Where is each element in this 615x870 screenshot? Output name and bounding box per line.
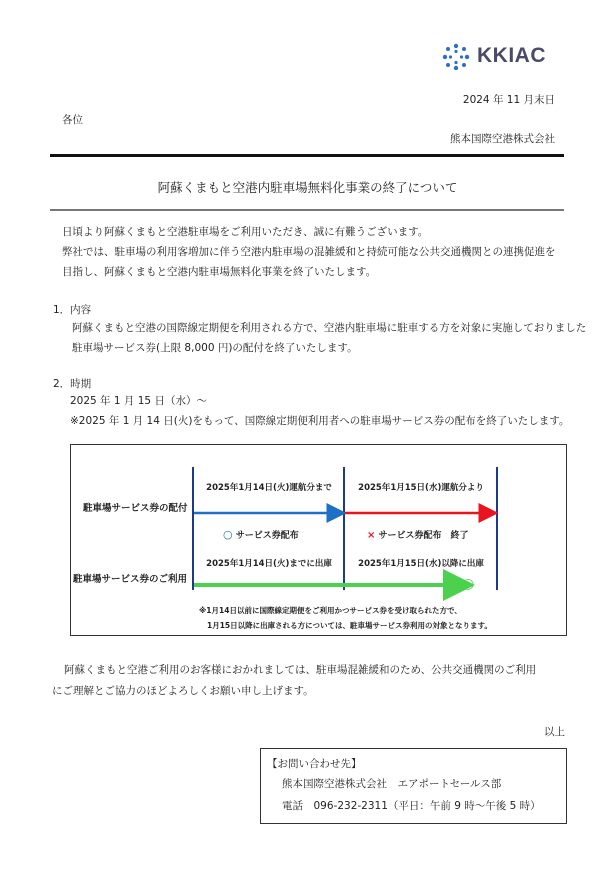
logo-wordmark: KKIAC [477, 44, 546, 67]
end-mark: 以上 [544, 726, 565, 738]
row1-left-heading: 2025年1月14日(火)運航分まで [206, 483, 332, 493]
title-rule [50, 209, 564, 211]
closing-line: にご理解とご協力のほどよろしくお願い申し上げます。 [52, 685, 314, 697]
timeline-note-line: 1月15日以降に出庫される方については、駐車場サービス券利用の対象となります。 [207, 621, 492, 630]
row2-right-heading: 2025年1月15日(水)以降に出庫 [358, 559, 484, 569]
section-heading-period: 2．時期 [53, 378, 92, 390]
closing-paragraph [52, 660, 537, 702]
intro-paragraph [62, 222, 556, 282]
row-label-distribution: 駐車場サービス券の配付 [83, 503, 188, 514]
row1-right-heading: 2025年1月15日(水)運航分より [358, 483, 484, 493]
cross-mark-icon: × [367, 530, 376, 541]
timeline-note-line: ※1月14日以前に国際線定期便をご利用かつサービス券を受け取られた方で、 [199, 606, 462, 615]
issuer-company: 熊本国際空港株式会社 [450, 133, 555, 145]
contact-org: 熊本国際空港株式会社 エアポートセールス部 [282, 778, 502, 790]
section-line: 駐車場サービス券(上限 8,000 円)の配付を終了いたします。 [72, 342, 358, 354]
timeline-diagram [70, 444, 567, 636]
row2-left-heading: 2025年1月14日(火)までに出庫 [206, 559, 332, 569]
usage-end-circle-icon: ○ [462, 576, 475, 592]
addressee: 各位 [62, 114, 83, 126]
document-title: 阿蘇くまもと空港内駐車場無料化事業の終了について [157, 180, 458, 195]
contact-box [260, 748, 567, 824]
intro-line: 弊社では、駐車場の利用客増加に伴う空港内駐車場の混雑緩和と持続可能な公共交通機関との連携促進を [62, 246, 556, 258]
snowflake-logo-icon [441, 42, 471, 72]
section-line: 2025 年 1 月 15 日（水）～ [70, 395, 207, 407]
section-heading-content: 1．内容 [53, 304, 92, 316]
contact-heading: 【お問い合わせ先】 [267, 758, 362, 770]
circle-mark-icon: ○ [223, 528, 233, 541]
section-body-content [72, 318, 586, 358]
intro-line: 日頃より阿蘇くまもと空港駐車場をご利用いただき、誠に有難うございます。 [62, 226, 429, 238]
issue-date: 2024 年 11 月末日 [462, 94, 555, 106]
contact-phone: 電話 096-232-2311（平日：午前 9 時～午後 5 時） [282, 800, 541, 812]
intro-line: 目指し、阿蘇くまもと空港内駐車場無料化事業を終了いたします。 [62, 266, 377, 278]
section-line: 阿蘇くまもと空港の国際線定期便を利用される方で、空港内駐車場に駐車する方を対象に実施しておりました [72, 322, 587, 334]
section-line: ※2025 年 1 月 14 日(火)をもって、国際線定期便利用者への駐車場サービス券の配布を終了いたします。 [70, 415, 570, 427]
row-label-usage: 駐車場サービス券のご利用 [73, 574, 188, 585]
row1-right-status: × サービス券配布 終了 [367, 530, 469, 541]
closing-line: 阿蘇くまもと空港ご利用のお客様におかれましては、駐車場混雑緩和のため、公共交通機関のご利用 [64, 664, 537, 676]
row1-left-status: ○ サービス券配布 [223, 528, 299, 541]
company-logo [441, 42, 551, 74]
top-rule [50, 154, 564, 157]
section-body-period [70, 391, 569, 431]
